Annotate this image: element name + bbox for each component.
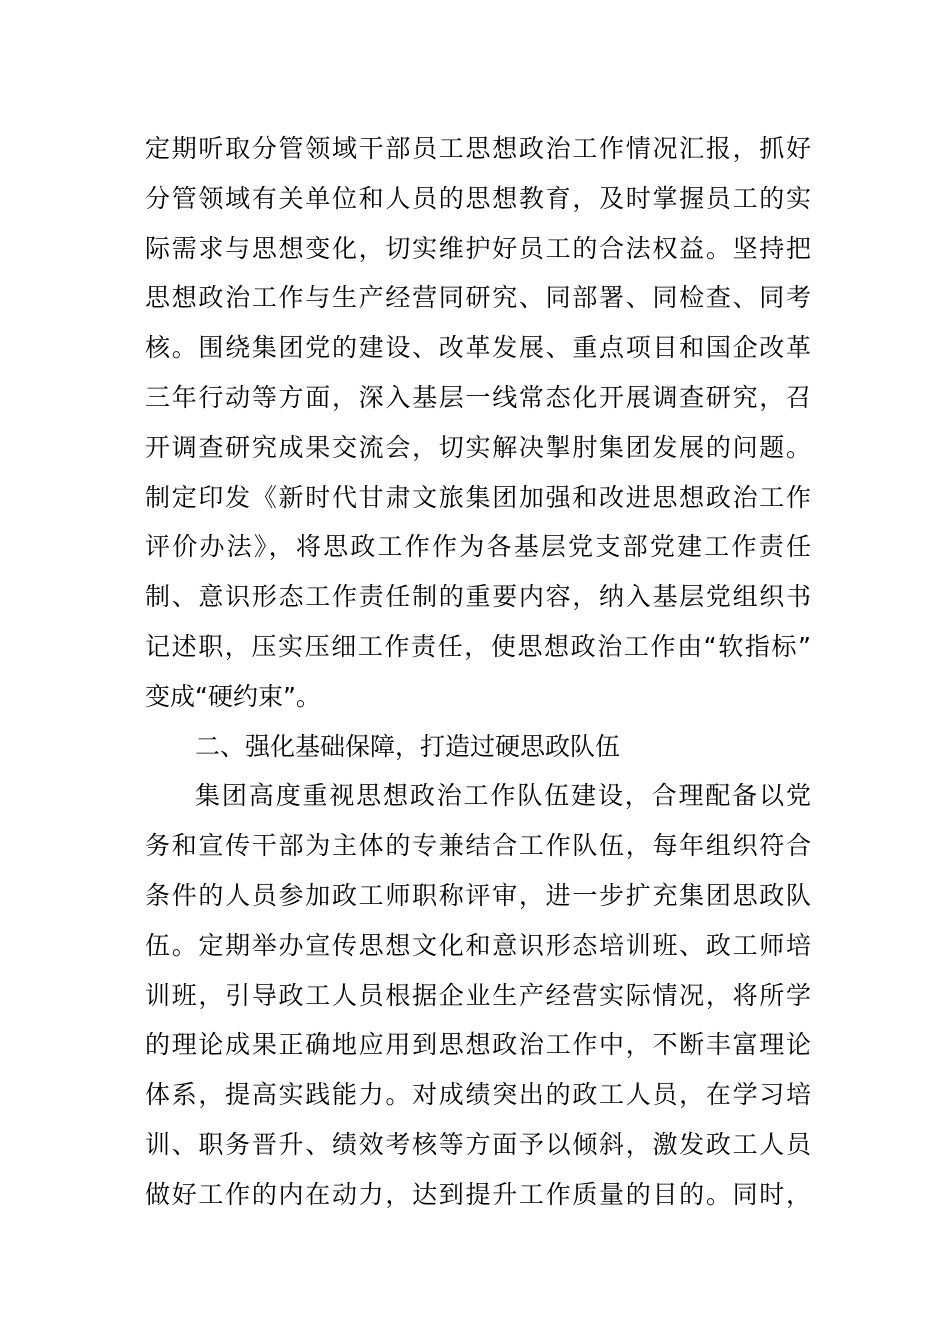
text-line: 评价办法》，将思政工作作为各基层党支部党建工作责任 — [145, 532, 811, 562]
text-line: 伍。定期举办宣传思想文化和意识形态培训班、政工师培 — [145, 930, 811, 960]
text-line: 际需求与思想变化，切实维护好员工的合法权益。坚持把 — [145, 233, 811, 263]
text-line: 条件的人员参加政工师职称评审，进一步扩充集团思政队 — [145, 880, 811, 910]
text-line: 做好工作的内在动力，达到提升工作质量的目的。同时， — [145, 1179, 811, 1209]
text-line: 体系，提高实践能力。对成绩突出的政工人员，在学习培 — [145, 1080, 811, 1110]
text-line: 训班，引导政工人员根据企业生产经营实际情况，将所学 — [145, 980, 811, 1010]
text-line: 集团高度重视思想政治工作队伍建设，合理配备以党 — [195, 781, 811, 811]
text-line: 制、意识形态工作责任制的重要内容，纳入基层党组织书 — [145, 582, 811, 612]
text-line: 变成“硬约束”。 — [145, 681, 321, 711]
text-line: 务和宣传干部为主体的专兼结合工作队伍，每年组织符合 — [145, 831, 811, 861]
body-text — [145, 124, 811, 1220]
text-line: 的理论成果正确地应用到思想政治工作中，不断丰富理论 — [145, 1030, 811, 1060]
text-line: 思想政治工作与生产经营同研究、同部署、同检查、同考 — [145, 283, 811, 313]
text-line: 制定印发《新时代甘肃文旅集团加强和改进思想政治工作 — [145, 482, 811, 512]
text-line: 定期听取分管领域干部员工思想政治工作情况汇报，抓好 — [145, 134, 811, 163]
text-line: 分管领域有关单位和人员的思想教育，及时掌握员工的实 — [145, 183, 811, 213]
text-line: 三年行动等方面，深入基层一线常态化开展调查研究，召 — [145, 382, 811, 412]
text-line: 训、职务晋升、绩效考核等方面予以倾斜，激发政工人员 — [145, 1129, 811, 1159]
text-line: 核。围绕集团党的建设、改革发展、重点项目和国企改革 — [145, 333, 811, 363]
text-line: 开调查研究成果交流会，切实解决掣肘集团发展的问题。 — [145, 432, 811, 462]
text-line: 记述职，压实压细工作责任，使思想政治工作由“软指标” — [145, 631, 811, 661]
section-heading: 二、强化基础保障，打造过硬思政队伍 — [195, 731, 621, 761]
